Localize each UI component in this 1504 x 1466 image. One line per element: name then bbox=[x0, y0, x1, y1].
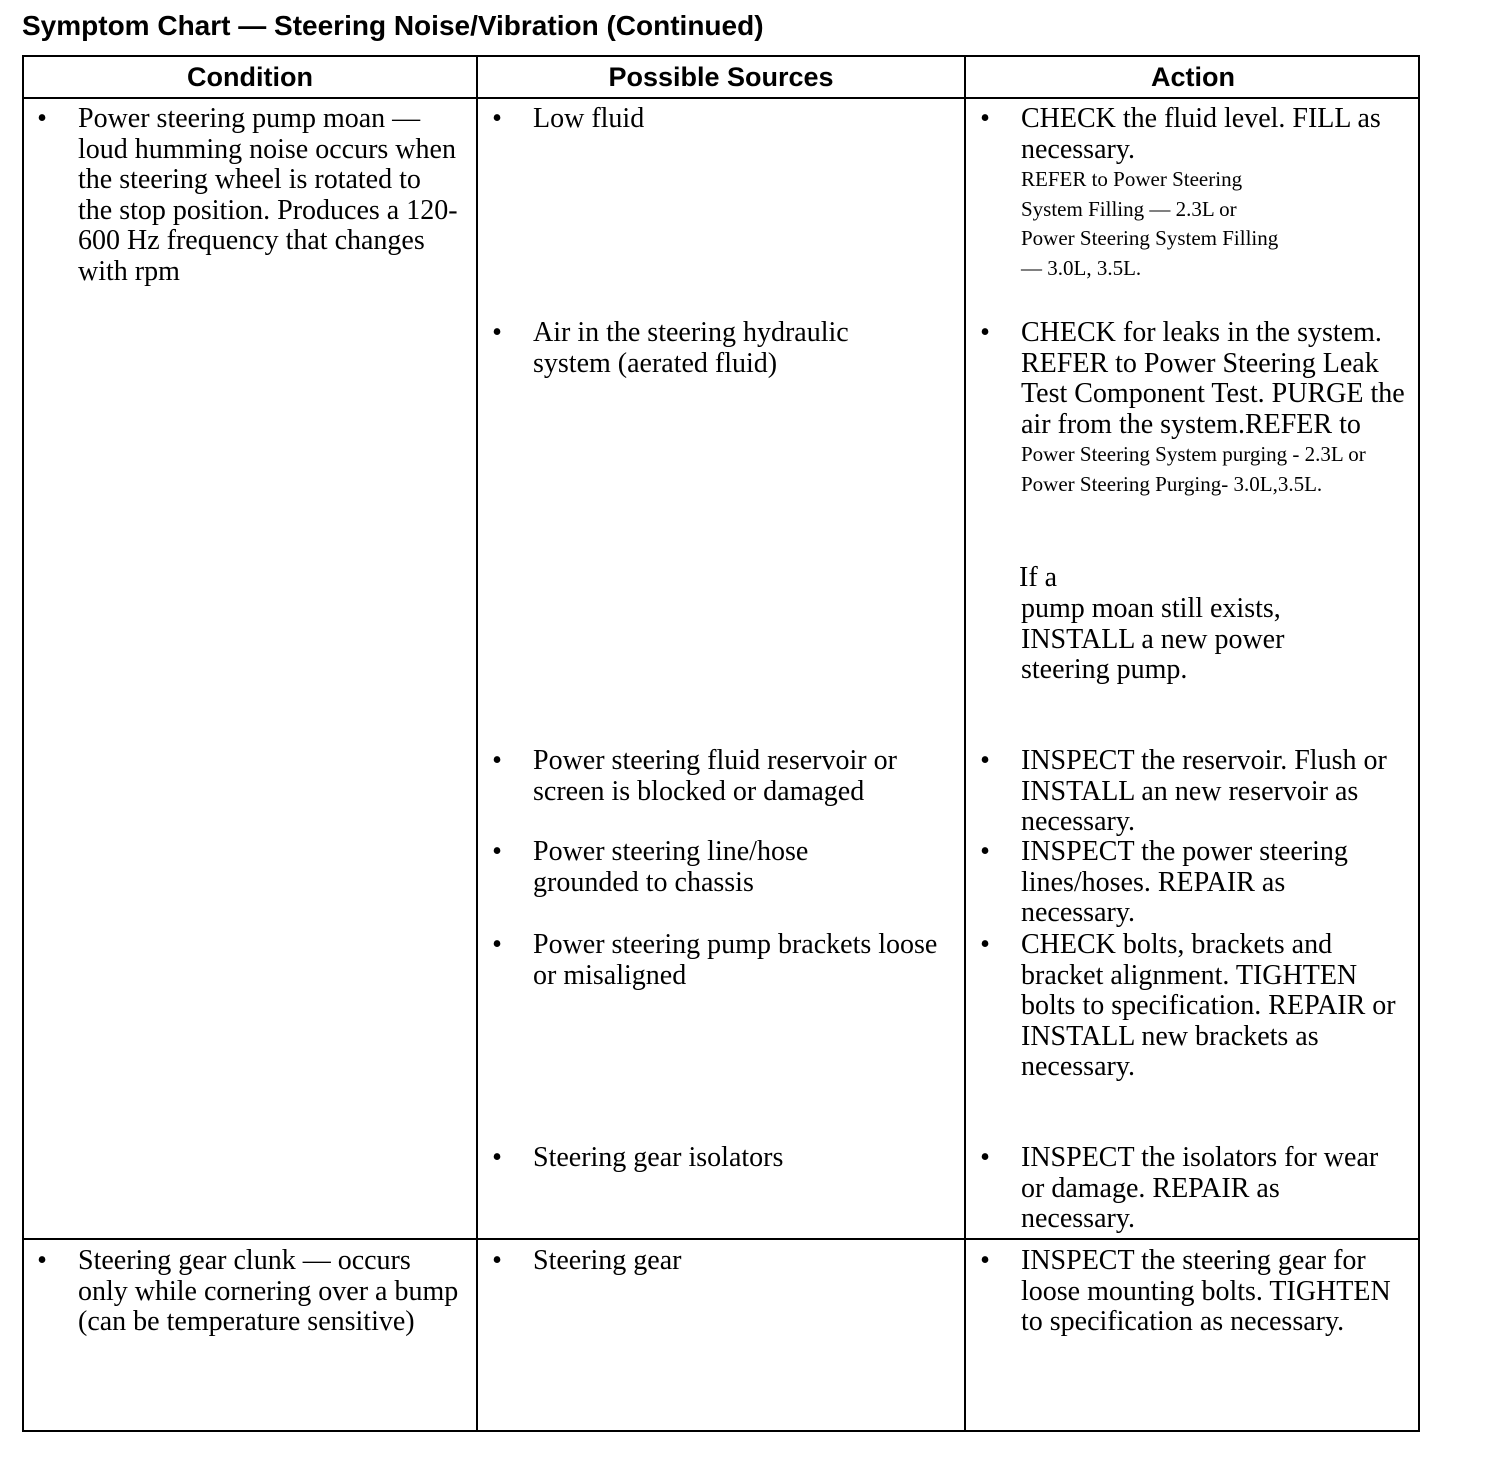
bullet: • bbox=[492, 317, 502, 348]
action-check-fluid-reference: REFER to Power Steering System Filling — 2.3L or Power Steering System Filling — 3.0L, 3.5L. bbox=[1021, 167, 1279, 280]
bullet: • bbox=[980, 836, 990, 867]
bullet: • bbox=[980, 929, 990, 960]
bullet: • bbox=[492, 1142, 502, 1173]
action-inspect-gear: INSPECT the steering gear for loose mounting bolts. TIGHTEN to specification as necessary. bbox=[1021, 1245, 1391, 1337]
bullet: • bbox=[37, 103, 47, 134]
source-isolators: Steering gear isolators bbox=[533, 1142, 784, 1173]
bullet: • bbox=[980, 103, 990, 134]
column-divider bbox=[964, 57, 966, 1430]
bullet: • bbox=[980, 745, 990, 776]
source-low-fluid: Low fluid bbox=[533, 103, 645, 134]
action-check-leaks bbox=[1021, 318, 1413, 499]
action-install-pump: pump moan still exists, INSTALL a new power steering pump. bbox=[1021, 593, 1285, 685]
bullet: • bbox=[37, 1245, 47, 1276]
bullet: • bbox=[492, 1245, 502, 1276]
action-inspect-isolators: INSPECT the isolators for wear or damage. REPAIR as necessary. bbox=[1021, 1142, 1379, 1234]
chart-title: Symptom Chart — Steering Noise/Vibration (Continued) bbox=[22, 10, 764, 41]
header-condition: Condition bbox=[187, 62, 313, 92]
source-reservoir: Power steering fluid reservoir or screen is blocked or damaged bbox=[533, 745, 897, 807]
symptom-table bbox=[22, 55, 1420, 1432]
source-line-hose: Power steering line/hose grounded to chassis bbox=[533, 836, 809, 898]
source-air: Air in the steering hydraulic system (aerated fluid) bbox=[533, 317, 849, 379]
action-check-leaks-reference: Power Steering System purging - 2.3L or Power Steering Purging- 3.0L,3.5L. bbox=[1021, 442, 1366, 496]
bullet: • bbox=[980, 1245, 990, 1276]
bullet: • bbox=[492, 103, 502, 134]
bullet: • bbox=[492, 929, 502, 960]
bullet: • bbox=[492, 836, 502, 867]
bullet: • bbox=[492, 745, 502, 776]
source-pump-brackets: Power steering pump brackets loose or misaligned bbox=[533, 929, 938, 991]
header-divider bbox=[24, 97, 1418, 99]
source-steering-gear: Steering gear bbox=[533, 1245, 682, 1276]
column-divider bbox=[476, 57, 478, 1430]
row-divider bbox=[24, 1238, 1418, 1240]
header-sources: Possible Sources bbox=[608, 62, 834, 92]
bullet: • bbox=[980, 1142, 990, 1173]
action-inspect-lines: INSPECT the power steering lines/hoses. REPAIR as necessary. bbox=[1021, 836, 1348, 928]
action-inspect-reservoir: INSPECT the reservoir. Flush or INSTALL an new reservoir as necessary. bbox=[1021, 745, 1387, 837]
header-action: Action bbox=[1151, 62, 1235, 92]
bullet: • bbox=[980, 317, 990, 348]
action-check-fluid bbox=[1021, 104, 1411, 283]
action-check-brackets: CHECK bolts, brackets and bracket alignment. TIGHTEN bolts to specification. REPAIR or INSTALL new brackets as necessary. bbox=[1021, 929, 1396, 1082]
action-check-leaks-text: CHECK for leaks in the system. REFER to Power Steering Leak Test Component Test. PURGE the air from the system.REFER to bbox=[1021, 317, 1405, 440]
action-check-leaks-if: If a bbox=[1019, 562, 1058, 593]
condition-pump-moan: Power steering pump moan — loud humming noise occurs when the steering wheel is rotated to the stop position. Produces a 120-600 Hz frequency that changes with rpm bbox=[78, 103, 458, 287]
action-check-fluid-text: CHECK the fluid level. FILL as necessary. bbox=[1021, 103, 1381, 165]
condition-gear-clunk: Steering gear clunk — occurs only while cornering over a bump (can be temperature sensitive) bbox=[78, 1245, 459, 1337]
